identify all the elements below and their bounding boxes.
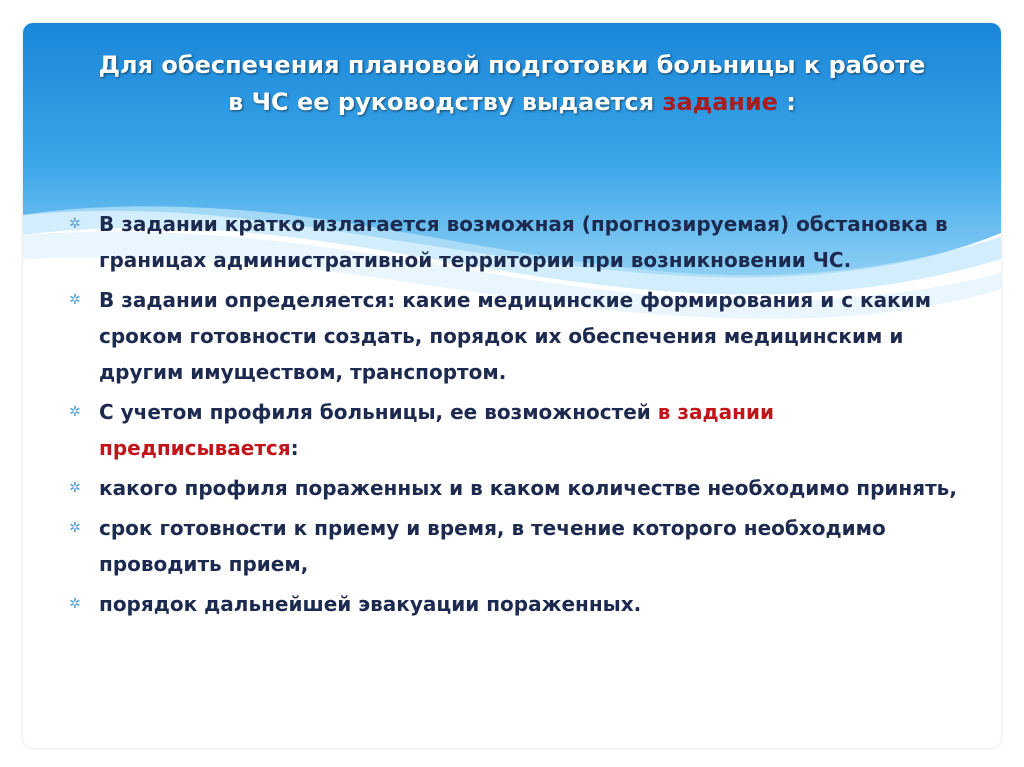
bullet-text: В задании определяется: какие медицинские формирования и с каким сроком готовности создать, порядок их обеспечения медицинским и другим имуществом, транспортом. [99,288,932,384]
title-line-1: Для обеспечения плановой подготовки больницы к работе [98,51,926,79]
bullet-item [69,394,969,466]
bullet-item [69,206,969,278]
bullet-text: срок готовности к приему и время, в течение которого необходимо проводить прием, [99,516,886,576]
bullet-item [69,586,969,622]
bullet-text: В задании кратко излагается возможная (прогнозируемая) обстановка в границах административной территории при возникновении ЧС. [99,212,948,272]
bullet-text: порядок дальнейшей эвакуации пораженных. [99,592,642,616]
bullet-list [69,206,969,626]
title-line-2 [23,84,1001,121]
bullet-text: С учетом профиля больницы, ее возможностей [99,400,658,424]
bullet-item [69,282,969,390]
bullet-accent-text: в задании предписывается [99,400,774,460]
bullet-item [69,470,969,506]
asterisk-bullet-icon: ✲ [69,404,81,420]
asterisk-bullet-icon: ✲ [69,480,81,496]
title-line-2-text: в ЧС ее руководству выдается [228,88,663,116]
asterisk-bullet-icon: ✲ [69,520,81,536]
asterisk-bullet-icon: ✲ [69,596,81,612]
title-line-2-tail: : [777,88,796,116]
asterisk-bullet-icon: ✲ [69,292,81,308]
asterisk-bullet-icon: ✲ [69,216,81,232]
slide [23,23,1001,748]
title-accent-word: задание [662,88,778,116]
slide-title [23,47,1001,121]
bullet-item [69,510,969,582]
bullet-text: какого профиля пораженных и в каком количестве необходимо принять, [99,476,957,500]
bullet-text-tail: : [290,436,299,460]
